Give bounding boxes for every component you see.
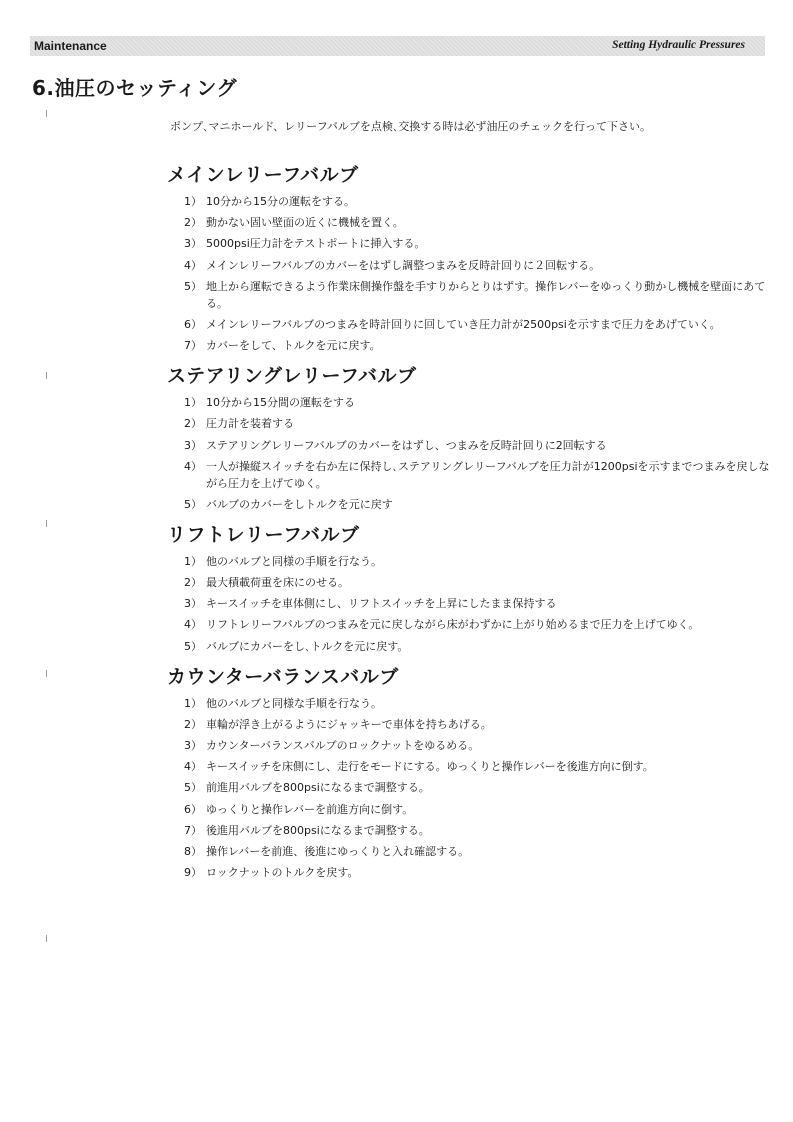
step-item [172, 695, 772, 712]
section-lift-relief-valve [167, 520, 772, 655]
step-number: 5） [184, 497, 202, 511]
step-item [172, 214, 772, 231]
page-header [30, 36, 765, 56]
step-list [172, 193, 772, 354]
step-number: 7） [184, 339, 202, 353]
step-number: 2） [184, 717, 202, 731]
step-number: 6） [184, 317, 202, 331]
section-heading: カウンターバランスバルブ [167, 665, 399, 688]
step-number: 9） [184, 866, 202, 880]
step-number: 8） [184, 844, 202, 858]
step-number: 4） [184, 618, 202, 632]
step-number: 4） [184, 459, 202, 473]
step-text: 操作レバーを前進、後進にゆっくりと入れ確認する。 [206, 844, 470, 858]
step-number: 3） [184, 438, 202, 452]
step-number: 3） [184, 597, 202, 611]
step-number: 4） [184, 760, 202, 774]
step-text: 動かない固い壁面の近くに機械を置く。 [206, 216, 404, 230]
margin-scan-mark [46, 520, 47, 527]
step-text: キースイッチを車体側にし、リフトスイッチを上昇にしたまま保持する [206, 597, 557, 611]
step-item [172, 758, 772, 775]
step-number: 2） [184, 576, 202, 590]
step-text: カウンターバランスバルブのロックナットをゆるめる。 [206, 739, 480, 752]
step-item [172, 801, 772, 818]
margin-scan-mark [46, 935, 47, 942]
step-number: 6） [184, 802, 202, 816]
section-steering-relief-valve [167, 361, 772, 513]
step-text: 他のバルブと同様の手順を行なう。 [206, 554, 382, 568]
step-item [172, 278, 772, 312]
procedure-content [167, 160, 772, 888]
step-number: 5） [184, 279, 202, 293]
step-number: 3） [184, 237, 202, 251]
step-text: 後進用バルブを800psiになるまで調整する。 [206, 823, 430, 837]
header-section-label: Maintenance [34, 39, 107, 53]
step-item [172, 394, 772, 411]
step-text: 圧力計を装着する [206, 417, 294, 431]
step-text: 他のバルブと同様な手順を行なう。 [206, 696, 382, 710]
step-item [172, 437, 772, 454]
step-number: 1） [184, 696, 202, 710]
step-number: 7） [184, 823, 202, 837]
margin-scan-mark [46, 372, 47, 379]
step-item [172, 235, 772, 252]
step-text: 5000psi圧力計をテストポートに挿入する。 [206, 237, 426, 251]
step-text: 最大積載荷重を床にのせる。 [206, 576, 349, 590]
section-main-relief-valve [167, 160, 772, 354]
step-item [172, 843, 772, 860]
step-item [172, 337, 772, 354]
step-item [172, 595, 772, 612]
step-text: 10分から15分の運転をする。 [206, 195, 355, 208]
header-topic-label: Setting Hydraulic Pressures [612, 39, 745, 51]
step-text: 前進用バルブを800psiになるまで調整する。 [206, 781, 430, 795]
step-text: カバーをして、トルクを元に戻す。 [206, 339, 381, 353]
step-text: バルブにカバーをし､トルクを元に戻す。 [206, 639, 409, 653]
step-number: 5） [184, 781, 202, 795]
step-number: 4） [184, 258, 202, 272]
step-text: 10分から15分間の運転をする [206, 396, 355, 410]
step-item [172, 638, 772, 655]
step-number: 1） [184, 554, 202, 568]
step-text: キースイッチを床側にし、走行をモードにする。ゆっくりと操作レバーを後進方向に倒す。 [206, 760, 654, 774]
step-text: バルブのカバーをしトルクを元に戻す [206, 497, 393, 511]
margin-scan-mark [46, 110, 47, 117]
margin-scan-mark [46, 670, 47, 677]
step-item [172, 716, 772, 733]
step-item [172, 553, 772, 570]
section-heading: ステアリングレリーフバルブ [167, 365, 417, 388]
step-item [172, 316, 772, 333]
step-text: メインレリーフバルブのつまみを時計回りに回していき圧力計が2500psiを示すまで圧力をあげていく。 [206, 317, 721, 331]
step-list [172, 394, 772, 513]
step-text: 車輪が浮き上がるようにジャッキーで車体を持ちあげる。 [206, 717, 492, 731]
step-item [172, 737, 772, 754]
step-number: 5） [184, 639, 202, 653]
step-item [172, 458, 772, 492]
step-number: 3） [184, 739, 202, 752]
step-item [172, 574, 772, 591]
step-number: 1） [184, 396, 202, 410]
section-counterbalance-valve [167, 662, 772, 882]
step-item [172, 415, 772, 432]
step-text: 一人が操縦スイッチを右か左に保持し､ステアリングレリーフバルブを圧力計が1200psiを示すまでつまみを戻しながら圧力を上げてゆく。 [206, 459, 770, 490]
step-text: 地上から運転できるよう作業床側操作盤を手すりからとりはずす。操作レバーをゆっくり動かし機械を壁面にあてる。 [206, 279, 766, 310]
step-number: 1） [184, 195, 202, 208]
step-text: ゆっくりと操作レバーを前進方向に倒す。 [206, 802, 414, 816]
step-item [172, 864, 772, 881]
step-item [172, 496, 772, 513]
step-text: メインレリーフバルブのカバーをはずし調整つまみを反時計回りに２回転する。 [206, 258, 601, 272]
step-number: 2） [184, 216, 202, 230]
step-number: 2） [184, 417, 202, 431]
step-text: ステアリングレリーフバルブのカバーをはずし、つまみを反時計回りに2回転する [206, 438, 607, 452]
intro-text: ポンプ､マニホールド、レリーフバルブを点検､交換する時は必ず油圧のチェックを行って下さい。 [170, 120, 652, 133]
step-list [172, 695, 772, 882]
step-item [172, 822, 772, 839]
step-list [172, 553, 772, 655]
section-heading: メインレリーフバルブ [167, 164, 359, 186]
step-text: リフトレリーフバルブのつまみを元に戻しながら床がわずかに上がり始めるまで圧力を上げてゆく。 [206, 618, 700, 632]
step-item [172, 779, 772, 796]
page-title: 6.油圧のセッティング [32, 76, 238, 100]
step-item [172, 257, 772, 274]
step-text: ロックナットのトルクを戻す。 [206, 866, 359, 880]
step-item [172, 193, 772, 210]
section-heading: リフトレリーフバルブ [167, 523, 360, 546]
step-item [172, 616, 772, 633]
